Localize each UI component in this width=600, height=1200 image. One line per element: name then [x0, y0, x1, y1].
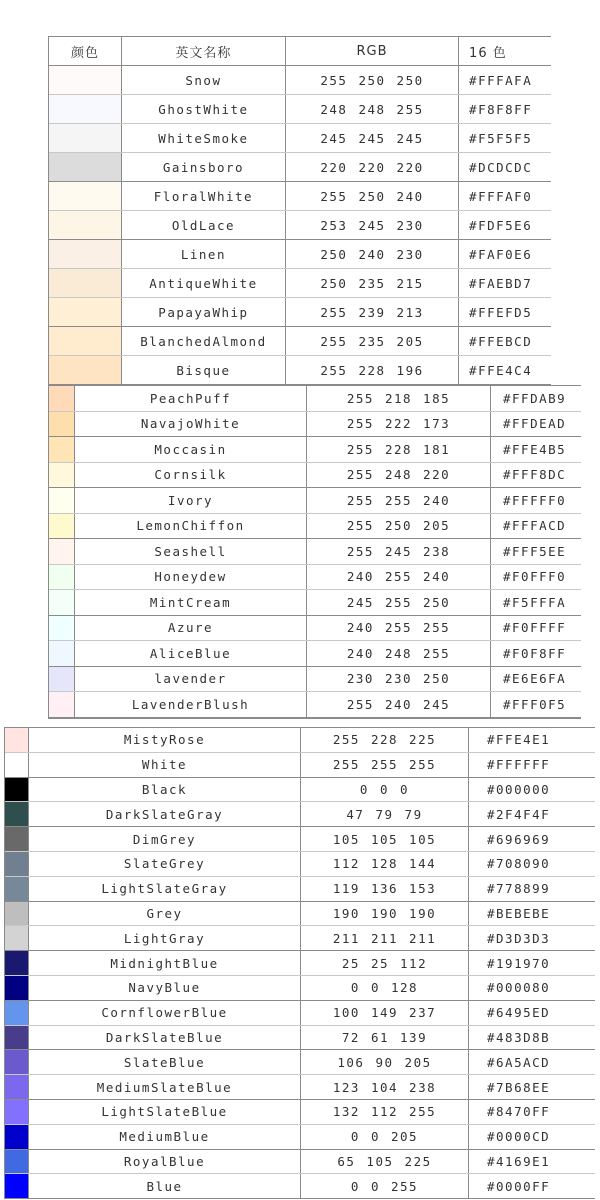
- color-name-cell: DarkSlateBlue: [29, 1026, 301, 1050]
- color-row: [49, 240, 551, 269]
- color-swatch: [49, 412, 75, 437]
- color-row: [49, 124, 551, 153]
- color-swatch: [49, 327, 122, 355]
- hex-code-cell: #FFFACD: [503, 518, 567, 534]
- color-name-cell: MediumBlue: [29, 1125, 301, 1149]
- color-name-cell: Moccasin: [75, 437, 307, 462]
- color-swatch: [49, 514, 75, 539]
- color-swatch: [5, 1125, 29, 1149]
- color-name-cell: NavajoWhite: [75, 412, 307, 437]
- color-row: [49, 616, 581, 642]
- color-row: [5, 1026, 595, 1051]
- hex-code-cell: #4169E1: [487, 1153, 551, 1169]
- rgb-value-cell: 100 149 237: [301, 1001, 469, 1025]
- color-swatch: [49, 667, 75, 692]
- color-name-cell: LightSlateGray: [29, 877, 301, 901]
- color-swatch: [49, 590, 75, 615]
- color-row: [5, 778, 595, 803]
- color-name-cell: GhostWhite: [122, 95, 286, 123]
- hex-code-cell: #F0FFFF: [503, 620, 567, 636]
- color-row: [49, 153, 551, 182]
- hex-code-cell: #D3D3D3: [487, 930, 551, 946]
- hex-code-cell: #F0F8FF: [503, 645, 567, 661]
- color-name-cell: Bisque: [122, 356, 286, 384]
- color-row: [5, 926, 595, 951]
- color-name-cell: NavyBlue: [29, 976, 301, 1000]
- color-swatch: [5, 926, 29, 950]
- color-row: [49, 565, 581, 591]
- color-name-cell: Azure: [75, 616, 307, 641]
- color-name-cell: Honeydew: [75, 565, 307, 590]
- color-row: [49, 95, 551, 124]
- rgb-value-cell: 25 25 112: [301, 951, 469, 975]
- hex-code-cell: #FFE4C4: [469, 362, 533, 378]
- color-swatch: [49, 437, 75, 462]
- rgb-value-cell: 255 218 185: [307, 386, 491, 411]
- color-table-section-3: [4, 727, 595, 1199]
- color-row: [49, 437, 581, 463]
- hex-code-cell: #FFFFF0: [503, 492, 567, 508]
- color-column-header: 颜色: [49, 37, 122, 65]
- color-swatch: [5, 1075, 29, 1099]
- color-swatch: [5, 902, 29, 926]
- color-name-cell: LightSlateBlue: [29, 1100, 301, 1124]
- color-name-cell: LavenderBlush: [75, 692, 307, 717]
- color-row: [49, 590, 581, 616]
- color-swatch: [5, 728, 29, 752]
- rgb-value-cell: 0 0 205: [301, 1125, 469, 1149]
- color-name-cell: AliceBlue: [75, 641, 307, 666]
- hex-code-cell: #E6E6FA: [503, 671, 567, 687]
- rgb-value-cell: 220 220 220: [286, 153, 459, 181]
- rgb-value-cell: 255 255 255: [301, 753, 469, 777]
- color-swatch: [49, 269, 122, 297]
- hex-code-cell: #FFEBCD: [469, 333, 533, 349]
- rgb-value-cell: 255 228 181: [307, 437, 491, 462]
- color-name-cell: Grey: [29, 902, 301, 926]
- hex-code-cell: #FDF5E6: [469, 217, 533, 233]
- rgb-value-cell: 123 104 238: [301, 1075, 469, 1099]
- color-row: [49, 539, 581, 565]
- rgb-value-cell: 250 240 230: [286, 240, 459, 268]
- color-swatch: [49, 153, 122, 181]
- color-name-cell: lavender: [75, 667, 307, 692]
- color-name-cell: White: [29, 753, 301, 777]
- color-swatch: [5, 1100, 29, 1124]
- color-row: [49, 327, 551, 356]
- color-swatch: [5, 802, 29, 826]
- hex-code-cell: #191970: [487, 955, 551, 971]
- rgb-value-cell: 255 248 220: [307, 463, 491, 488]
- color-swatch: [49, 240, 122, 268]
- color-row: [49, 514, 581, 540]
- color-swatch: [5, 753, 29, 777]
- hex-code-cell: #FFE4E1: [487, 732, 551, 748]
- color-swatch: [5, 1174, 29, 1198]
- color-row: [5, 852, 595, 877]
- rgb-value-cell: 0 0 0: [301, 778, 469, 802]
- hex-code-cell: #2F4F4F: [487, 806, 551, 822]
- table-header-row: [49, 36, 551, 66]
- rgb-value-cell: 190 190 190: [301, 902, 469, 926]
- color-name-cell: Linen: [122, 240, 286, 268]
- color-name-cell: Cornsilk: [75, 463, 307, 488]
- hex-code-cell: #F8F8FF: [469, 101, 533, 117]
- rgb-value-cell: 253 245 230: [286, 211, 459, 239]
- hex-code-cell: #696969: [487, 831, 551, 847]
- color-swatch: [49, 692, 75, 717]
- color-row: [49, 641, 581, 667]
- color-row: [5, 1001, 595, 1026]
- hex-code-cell: #F5F5F5: [469, 130, 533, 146]
- hex-code-cell: #FFF0F5: [503, 696, 567, 712]
- color-row: [49, 211, 551, 240]
- color-name-cell: AntiqueWhite: [122, 269, 286, 297]
- hex-code-cell: #FFDAB9: [503, 390, 567, 406]
- hex-code-cell: #FFFAFA: [469, 72, 533, 88]
- color-row: [49, 692, 581, 718]
- color-row: [5, 802, 595, 827]
- hex-code-cell: #FFFAF0: [469, 188, 533, 204]
- color-swatch: [5, 877, 29, 901]
- rgb-value-cell: 255 255 240: [307, 488, 491, 513]
- color-name-cell: WhiteSmoke: [122, 124, 286, 152]
- color-name-cell: Black: [29, 778, 301, 802]
- rgb-value-cell: 72 61 139: [301, 1026, 469, 1050]
- color-row: [5, 1100, 595, 1125]
- color-row: [49, 488, 581, 514]
- color-swatch: [5, 827, 29, 851]
- rgb-value-cell: 240 248 255: [307, 641, 491, 666]
- hex-code-cell: #7B68EE: [487, 1079, 551, 1095]
- hex-code-cell: #483D8B: [487, 1029, 551, 1045]
- color-name-cell: MintCream: [75, 590, 307, 615]
- color-swatch: [49, 66, 122, 94]
- color-row: [49, 298, 551, 327]
- color-name-cell: PapayaWhip: [122, 298, 286, 326]
- hex-code-cell: #000000: [487, 781, 551, 797]
- rgb-value-cell: 65 105 225: [301, 1150, 469, 1174]
- hex-code-cell: #F5FFFA: [503, 594, 567, 610]
- color-row: [49, 412, 581, 438]
- hex-code-cell: #FAF0E6: [469, 246, 533, 262]
- rgb-value-cell: 255 250 205: [307, 514, 491, 539]
- rgb-value-cell: 240 255 240: [307, 565, 491, 590]
- color-swatch: [5, 1026, 29, 1050]
- color-name-cell: MidnightBlue: [29, 951, 301, 975]
- color-swatch: [5, 1150, 29, 1174]
- color-row: [49, 66, 551, 95]
- color-name-cell: RoyalBlue: [29, 1150, 301, 1174]
- color-swatch: [5, 852, 29, 876]
- color-row: [49, 386, 581, 412]
- color-swatch: [5, 976, 29, 1000]
- rgb-value-cell: 255 250 240: [286, 182, 459, 210]
- rgb-value-cell: 119 136 153: [301, 877, 469, 901]
- color-name-cell: MediumSlateBlue: [29, 1075, 301, 1099]
- color-row: [49, 463, 581, 489]
- color-name-cell: Snow: [122, 66, 286, 94]
- color-row: [49, 269, 551, 298]
- rgb-value-cell: 0 0 255: [301, 1174, 469, 1198]
- color-row: [5, 902, 595, 927]
- rgb-value-cell: 47 79 79: [301, 802, 469, 826]
- color-name-cell: LightGray: [29, 926, 301, 950]
- rgb-value-cell: 255 245 238: [307, 539, 491, 564]
- color-table-section-2: [48, 385, 581, 719]
- rgb-value-cell: 255 239 213: [286, 298, 459, 326]
- color-row: [5, 951, 595, 976]
- hex-code-cell: #FFEFD5: [469, 304, 533, 320]
- rgb-value-cell: 105 105 105: [301, 827, 469, 851]
- hex-code-cell: #778899: [487, 881, 551, 897]
- color-swatch: [49, 298, 122, 326]
- color-name-cell: SlateBlue: [29, 1050, 301, 1074]
- color-name-cell: BlanchedAlmond: [122, 327, 286, 355]
- rgb-value-cell: 112 128 144: [301, 852, 469, 876]
- color-swatch: [49, 211, 122, 239]
- color-name-cell: MistyRose: [29, 728, 301, 752]
- hex-code-cell: #FFF8DC: [503, 467, 567, 483]
- color-name-cell: DimGrey: [29, 827, 301, 851]
- hex-code-cell: #6495ED: [487, 1005, 551, 1021]
- color-swatch: [49, 463, 75, 488]
- color-swatch: [49, 124, 122, 152]
- hex-code-cell: #F0FFF0: [503, 569, 567, 585]
- color-row: [5, 1174, 595, 1199]
- rgb-value-cell: 245 255 250: [307, 590, 491, 615]
- color-rows-section-2: [49, 386, 581, 718]
- rgb-value-cell: 255 235 205: [286, 327, 459, 355]
- color-row: [49, 182, 551, 211]
- color-swatch: [49, 182, 122, 210]
- color-name-cell: LemonChiffon: [75, 514, 307, 539]
- rgb-value-cell: 132 112 255: [301, 1100, 469, 1124]
- color-swatch: [49, 539, 75, 564]
- hex-code-cell: #DCDCDC: [469, 159, 533, 175]
- rgb-value-cell: 255 250 250: [286, 66, 459, 94]
- rgb-value-cell: 250 235 215: [286, 269, 459, 297]
- color-row: [5, 728, 595, 753]
- color-table-section-1: [48, 36, 551, 385]
- hex-code-cell: #BEBEBE: [487, 905, 551, 921]
- color-rows-section-1: [49, 66, 551, 385]
- color-name-cell: Ivory: [75, 488, 307, 513]
- color-name-cell: SlateGrey: [29, 852, 301, 876]
- color-row: [5, 827, 595, 852]
- rgb-value-cell: 230 230 250: [307, 667, 491, 692]
- color-swatch: [49, 356, 122, 384]
- color-swatch: [5, 1001, 29, 1025]
- hex-code-cell: #8470FF: [487, 1104, 551, 1120]
- rgb-value-cell: 248 248 255: [286, 95, 459, 123]
- rgb-value-cell: 255 240 245: [307, 692, 491, 717]
- color-name-cell: Blue: [29, 1174, 301, 1198]
- color-swatch: [49, 616, 75, 641]
- color-row: [49, 667, 581, 693]
- color-row: [5, 1050, 595, 1075]
- color-name-cell: CornflowerBlue: [29, 1001, 301, 1025]
- color-row: [5, 1125, 595, 1150]
- color-name-cell: PeachPuff: [75, 386, 307, 411]
- rgb-value-cell: 106 90 205: [301, 1050, 469, 1074]
- rgb-value-cell: 0 0 128: [301, 976, 469, 1000]
- rgb-value-cell: 211 211 211: [301, 926, 469, 950]
- hex-code-cell: #FAEBD7: [469, 275, 533, 291]
- color-name-cell: DarkSlateGray: [29, 802, 301, 826]
- color-row: [5, 877, 595, 902]
- color-rows-section-3: [5, 728, 595, 1199]
- hex-code-cell: #0000FF: [487, 1178, 551, 1194]
- color-swatch: [5, 951, 29, 975]
- name-column-header: 英文名称: [122, 37, 286, 65]
- hex-code-cell: #FFE4B5: [503, 441, 567, 457]
- color-name-cell: FloralWhite: [122, 182, 286, 210]
- hex-code-cell: #0000CD: [487, 1129, 551, 1145]
- color-name-cell: Seashell: [75, 539, 307, 564]
- hex-code-cell: #FFFFFF: [487, 757, 551, 773]
- color-swatch: [5, 778, 29, 802]
- color-row: [5, 753, 595, 778]
- color-swatch: [49, 386, 75, 411]
- hex-code-cell: #FFDEAD: [503, 416, 567, 432]
- color-swatch: [49, 95, 122, 123]
- hex-code-cell: #708090: [487, 856, 551, 872]
- rgb-column-header: RGB: [286, 37, 459, 65]
- hex-code-cell: #000080: [487, 980, 551, 996]
- color-row: [49, 356, 551, 385]
- rgb-value-cell: 255 228 196: [286, 356, 459, 384]
- hex-code-cell: #FFF5EE: [503, 543, 567, 559]
- color-row: [5, 976, 595, 1001]
- color-name-cell: OldLace: [122, 211, 286, 239]
- color-swatch: [49, 565, 75, 590]
- color-swatch: [5, 1050, 29, 1074]
- color-name-cell: Gainsboro: [122, 153, 286, 181]
- rgb-value-cell: 255 222 173: [307, 412, 491, 437]
- color-swatch: [49, 488, 75, 513]
- hex-code-cell: #6A5ACD: [487, 1054, 551, 1070]
- rgb-value-cell: 255 228 225: [301, 728, 469, 752]
- hex-column-header: 16 色: [469, 45, 507, 61]
- rgb-value-cell: 245 245 245: [286, 124, 459, 152]
- color-row: [5, 1075, 595, 1100]
- rgb-value-cell: 240 255 255: [307, 616, 491, 641]
- color-swatch: [49, 641, 75, 666]
- color-row: [5, 1150, 595, 1175]
